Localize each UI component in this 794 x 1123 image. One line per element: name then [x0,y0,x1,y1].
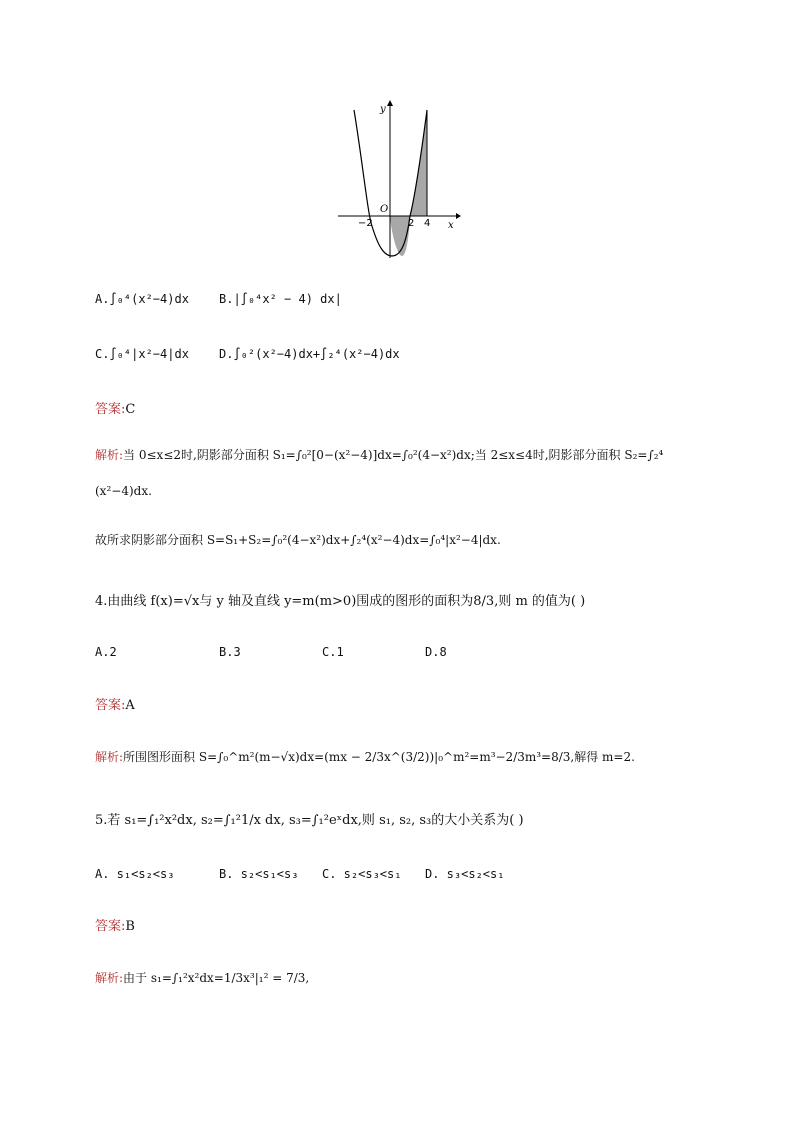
q5-option-d: D. s₃<s₂<s₁ [425,867,505,881]
q4-analysis [95,748,635,765]
tick-2: 2 [408,218,415,229]
analysis-label: 解析: [95,971,124,985]
shaded-region-0-2-fill [390,216,410,256]
q3-option-a: A.∫₀⁴(x²−4)dx [95,292,189,306]
analysis-label: 解析: [95,750,124,764]
tick-neg2: −2 [358,218,373,229]
answer-label: 答案: [95,919,126,934]
q4-answer [95,694,135,713]
q3-option-b: B.|∫₀⁴x² − 4) dx| [219,292,342,306]
answer-label: 答案: [95,402,126,417]
q4-option-a: A.2 [95,645,117,659]
q3-option-d: D.∫₀²(x²−4)dx+∫₂⁴(x²−4)dx [219,347,400,361]
q5-stem: 5.若 s₁=∫₁²x²dx, s₂=∫₁²1/x dx, s₃=∫₁²eˣdx,则 s₁, s₂, s₃的大小关系为( ) [95,813,524,828]
answer-value: B [125,919,135,934]
q3-answer [95,398,135,417]
y-axis-arrow [387,100,393,106]
q3-analysis-line1 [95,446,663,463]
q5-option-b: B. s₂<s₁<s₃ [219,867,299,881]
y-label: y [380,104,386,115]
analysis-label: 解析: [95,448,124,462]
q5-option-a: A. s₁<s₂<s₃ [95,867,175,881]
q3-analysis-line2: (x²−4)dx. [95,484,152,498]
answer-value: A [125,698,135,713]
q4-option-b: B.3 [219,645,241,659]
origin-label: O [380,204,389,215]
q5-answer [95,915,135,934]
analysis-text: 当 0≤x≤2时,阴影部分面积 S₁=∫₀²[0−(x²−4)]dx=∫₀²(4−x²)dx;当 2≤x≤4时,阴影部分面积 S₂=∫₂⁴ [123,448,664,462]
analysis-text: 由于 s₁=∫₁²x²dx=1/3x³|₁² = 7/3, [123,971,310,985]
q5-analysis [95,969,309,986]
tick-4: 4 [424,218,431,229]
answer-value: C [125,402,136,417]
q5-option-c: C. s₂<s₃<s₁ [322,867,402,881]
analysis-text: 所围图形面积 S=∫₀^m²(m−√x)dx=(mx − 2/3x^(3/2))|₀^m²=m³−2/3m³=8/3,解得 m=2. [123,750,635,764]
x-axis-arrow [456,213,461,219]
q4-option-c: C.1 [322,645,344,659]
q4-option-d: D.8 [425,645,447,659]
q3-analysis-line3: 故所求阴影部分面积 S=S₁+S₂=∫₀²(4−x²)dx+∫₂⁴(x²−4)dx=∫₀⁴|x²−4|dx. [95,533,501,547]
q4-stem: 4.由曲线 f(x)=√x与 y 轴及直线 y=m(m>0)围成的图形的面积为8/3,则 m 的值为( ) [95,594,586,609]
q3-option-c: C.∫₀⁴|x²−4|dx [95,347,189,361]
parabola-graph [330,98,462,260]
answer-label: 答案: [95,698,126,713]
x-label: x [448,220,454,231]
